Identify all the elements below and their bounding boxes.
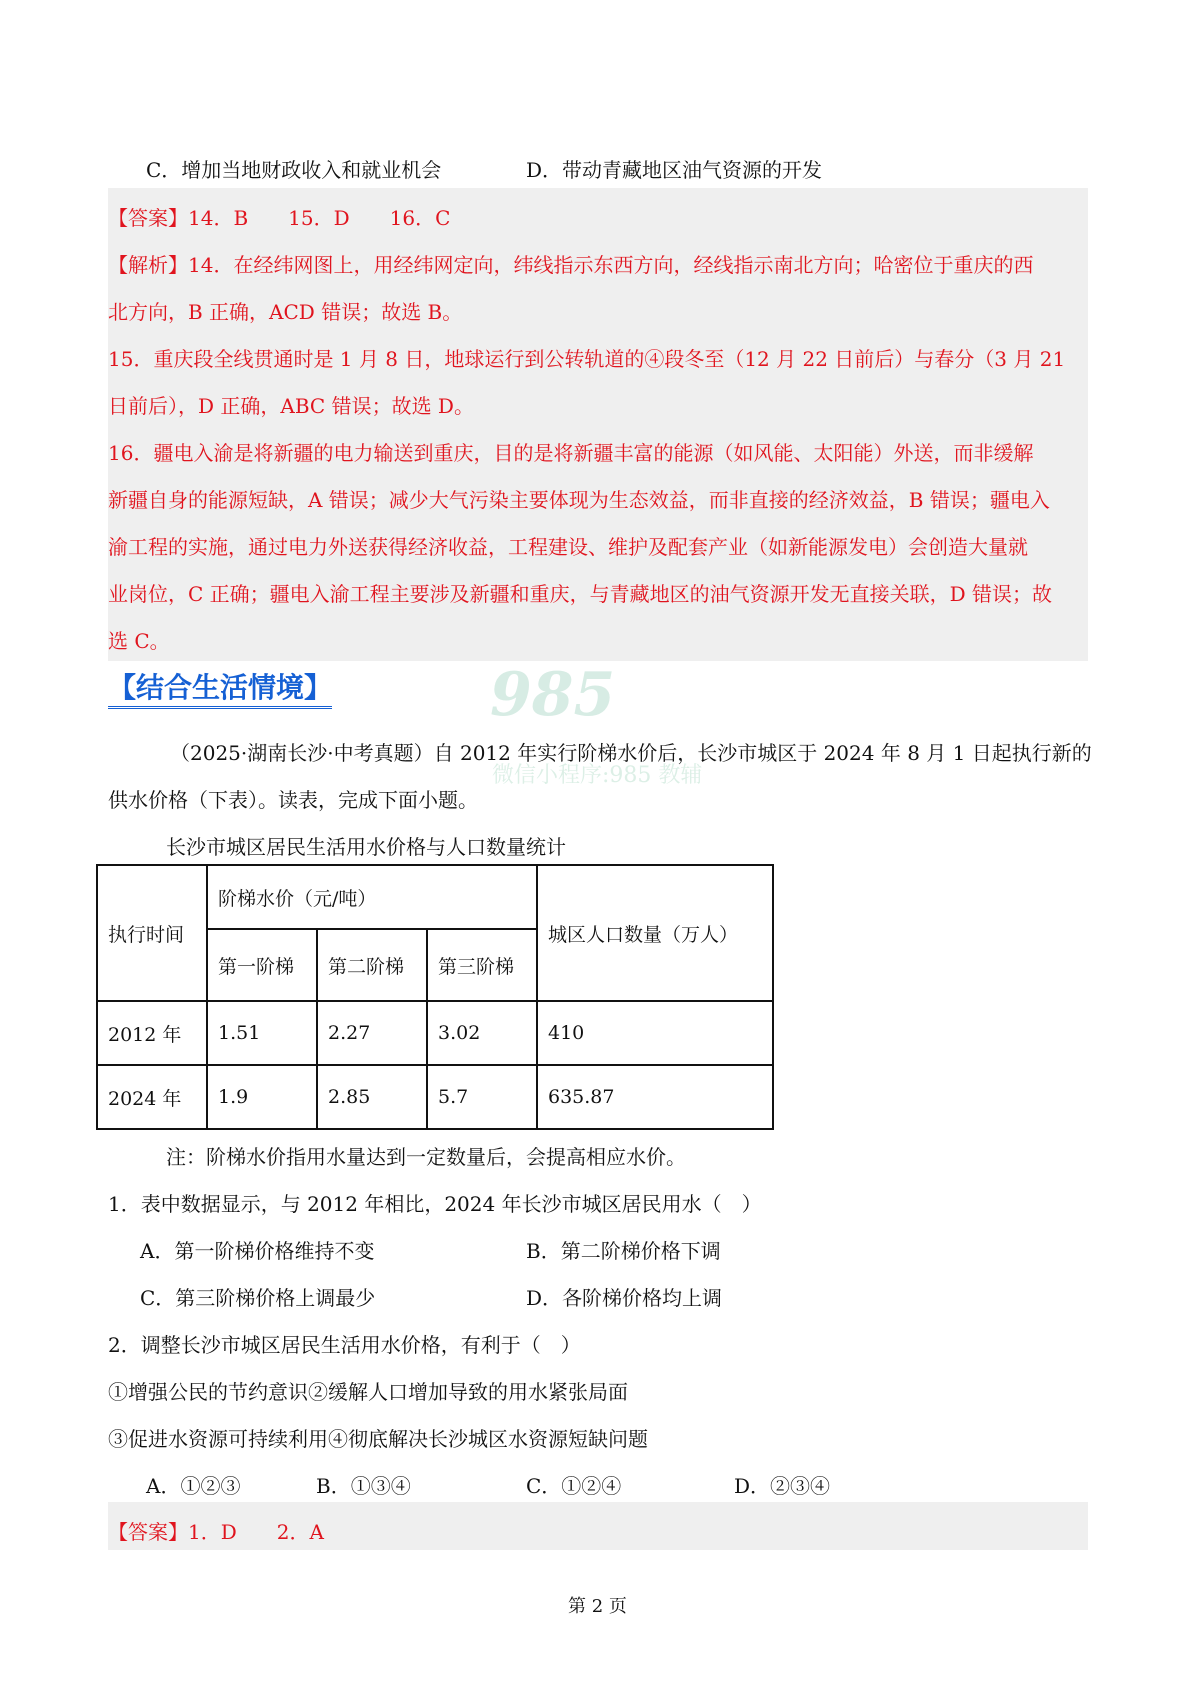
q1-option-b: B．第二阶梯价格下调 xyxy=(526,1239,721,1263)
cell: 1.9 xyxy=(207,1065,317,1129)
q2-option-d: D．②③④ xyxy=(734,1474,831,1498)
q1-option-c: C．第三阶梯价格上调最少 xyxy=(140,1286,376,1310)
header-tier: 第二阶梯 xyxy=(317,929,427,1001)
cell: 2024 年 xyxy=(97,1065,207,1129)
analysis-line: 新疆自身的能源短缺，A 错误；减少大气污染主要体现为生态效益，而非直接的经济效益，B 错误；疆电入 xyxy=(108,488,1050,512)
cell: 3.02 xyxy=(427,1001,537,1065)
q2-option-a: A．①②③ xyxy=(146,1474,241,1498)
cell: 2.27 xyxy=(317,1001,427,1065)
header-price: 阶梯水价（元/吨） xyxy=(207,865,537,929)
cell: 5.7 xyxy=(427,1065,537,1129)
table-row xyxy=(97,1065,773,1129)
intro-line: 供水价格（下表）。读表，完成下面小题。 xyxy=(108,788,478,812)
table-caption: 长沙市城区居民生活用水价格与人口数量统计 xyxy=(166,835,566,859)
cell: 2012 年 xyxy=(97,1001,207,1065)
cell: 410 xyxy=(537,1001,773,1065)
q1-option-d: D．各阶梯价格均上调 xyxy=(526,1286,723,1310)
answer-text: 【答案】14．B 15．D 16．C xyxy=(108,206,451,230)
option-d: D．带动青藏地区油气资源的开发 xyxy=(526,158,823,182)
q1-option-a: A．第一阶梯价格维持不变 xyxy=(140,1239,375,1263)
analysis-line: 北方向，B 正确，ACD 错误；故选 B。 xyxy=(108,300,463,324)
analysis-line: 【解析】14．在经纬网图上，用经纬网定向，纬线指示东西方向，经线指示南北方向；哈密位于重庆的西 xyxy=(108,253,1034,277)
question-1: 1．表中数据显示，与 2012 年相比，2024 年长沙市城区居民用水（ ） xyxy=(108,1192,762,1216)
cell: 635.87 xyxy=(537,1065,773,1129)
analysis-line: 业岗位，C 正确；疆电入渝工程主要涉及新疆和重庆，与青藏地区的油气资源开发无直接关联，D 错误；故 xyxy=(108,582,1053,606)
analysis-line: 15．重庆段全线贯通时是 1 月 8 日，地球运行到公转轨道的④段冬至（12 月 22 日前后）与春分（3 月 21 xyxy=(108,347,1066,371)
water-price-table xyxy=(96,864,774,1130)
analysis-line: 日前后），D 正确，ABC 错误；故选 D。 xyxy=(108,394,474,418)
cell: 1.51 xyxy=(207,1001,317,1065)
table-note: 注：阶梯水价指用水量达到一定数量后，会提高相应水价。 xyxy=(166,1145,686,1169)
table-row xyxy=(97,1001,773,1065)
cell: 2.85 xyxy=(317,1065,427,1129)
analysis-line: 16．疆电入渝是将新疆的电力输送到重庆，目的是将新疆丰富的能源（如风能、太阳能）外送，而非缓解 xyxy=(108,441,1034,465)
page-number: 第 2 页 xyxy=(568,1596,627,1617)
q2-option-c: C．①②④ xyxy=(526,1474,622,1498)
answer-text-2-value: 【答案】1．D 2．A xyxy=(108,1520,324,1544)
header-tier: 第三阶梯 xyxy=(427,929,537,1001)
q2-statements: ①增强公民的节约意识②缓解人口增加导致的用水紧张局面 xyxy=(108,1380,628,1404)
q2-option-b: B．①③④ xyxy=(316,1474,411,1498)
watermark-logo: 985 xyxy=(490,660,616,730)
header-tier: 第一阶梯 xyxy=(207,929,317,1001)
section-heading: 【结合生活情境】 xyxy=(108,670,332,709)
question-2: 2．调整长沙市城区居民生活用水价格，有利于（ ） xyxy=(108,1333,581,1357)
q2-statements: ③促进水资源可持续利用④彻底解决长沙城区水资源短缺问题 xyxy=(108,1427,648,1451)
option-c: C．增加当地财政收入和就业机会 xyxy=(146,158,442,182)
analysis-line: 选 C。 xyxy=(108,629,170,653)
header-time: 执行时间 xyxy=(97,865,207,1001)
header-population: 城区人口数量（万人） xyxy=(537,865,773,1001)
watermark-text: 微信小程序:985 教辅 xyxy=(492,763,703,788)
answer-text-2 xyxy=(108,1516,324,1545)
analysis-line: 渝工程的实施，通过电力外送获得经济收益，工程建设、维护及配套产业（如新能源发电）会创造大量就 xyxy=(108,535,1028,559)
intro-line: （2025·湖南长沙·中考真题）自 2012 年实行阶梯水价后，长沙市城区于 2024 年 8 月 1 日起执行新的 xyxy=(170,741,1092,765)
